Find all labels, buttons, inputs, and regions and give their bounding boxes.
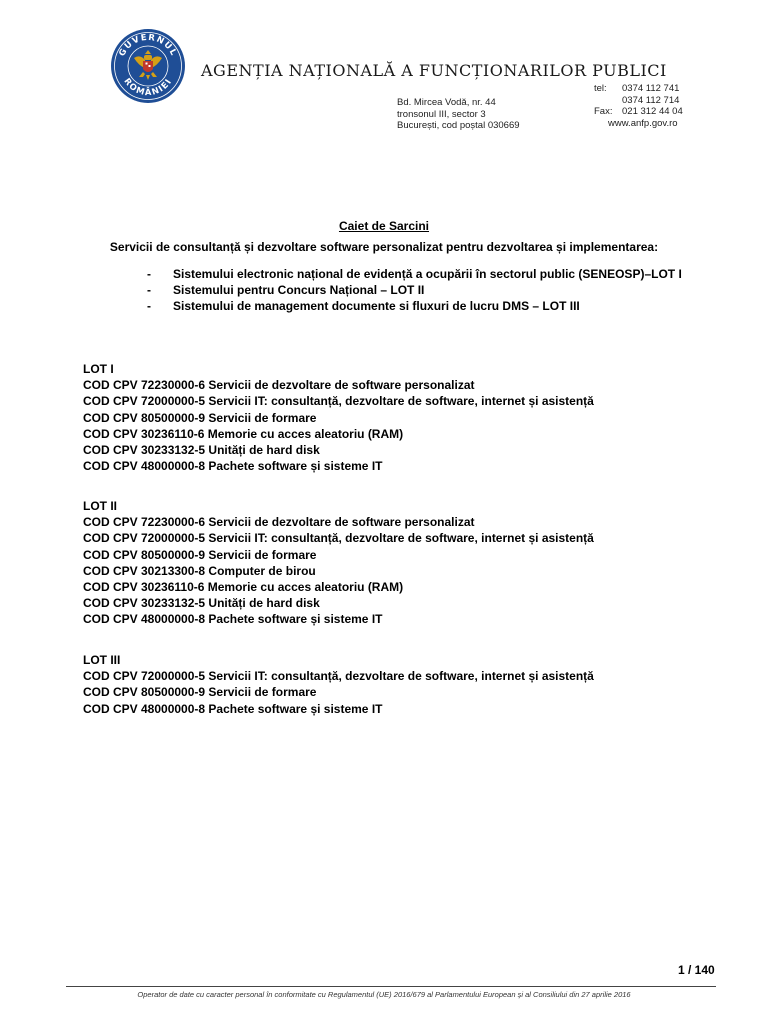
contact-block	[594, 83, 683, 129]
cpv-code-line: COD CPV 30233132-5 Unități de hard disk	[83, 596, 320, 611]
letterhead	[100, 20, 690, 140]
cpv-code-line: COD CPV 48000000-8 Pachete software și sisteme IT	[83, 701, 383, 716]
fax-label: Fax:	[594, 106, 613, 117]
cpv-code-line: COD CPV 72000000-5 Servicii IT: consultanță, dezvoltare de software, internet și asistență	[83, 531, 594, 546]
document-subtitle: Servicii de consultanță și dezvoltare software personalizat pentru dezvoltarea și implementarea:	[109, 240, 659, 254]
footer-note: Operator de date cu caracter personal în conformitate cu Regulamentul (UE) 2016/679 al Parlamentului European și al Consiliului din 27 aprilie 2016	[137, 990, 631, 999]
tel-number-2: 0374 112 714	[622, 94, 680, 106]
lot-title: LOT II	[83, 499, 117, 513]
lot-title: LOT III	[83, 653, 121, 667]
list-item: - Sistemului de management documente si fluxuri de lucru DMS – LOT III	[147, 299, 580, 313]
cpv-code-line: COD CPV 30236110-6 Memorie cu acces aleatoriu (RAM)	[83, 580, 404, 595]
cpv-code-line: COD CPV 80500000-9 Servicii de formare	[83, 410, 317, 425]
cpv-code-line: COD CPV 72230000-6 Servicii de dezvoltare de software personalizat	[83, 378, 475, 393]
lot-section	[83, 652, 594, 717]
cpv-code-line: COD CPV 72000000-5 Servicii IT: consultanță, dezvoltare de software, internet și asistență	[83, 394, 594, 409]
fax-number: 021 312 44 04	[622, 106, 683, 117]
cpv-code-line: COD CPV 80500000-9 Servicii de formare	[83, 685, 317, 700]
footer-divider	[66, 986, 716, 987]
list-item: - Sistemului electronic național de evidență a ocupării în sectorul public (SENEOSP)–LOT I	[147, 267, 682, 281]
list-item: - Sistemului pentru Concurs Național – LOT II	[147, 283, 425, 297]
svg-text:GUVERNUL: GUVERNUL	[117, 32, 179, 59]
systems-list	[147, 266, 682, 314]
cpv-code-line: COD CPV 30236110-6 Memorie cu acces aleatoriu (RAM)	[83, 426, 404, 441]
cpv-code-line: COD CPV 72000000-5 Servicii IT: consultanță, dezvoltare de software, internet și asistență	[83, 669, 594, 684]
website-link[interactable]: www.anfp.gov.ro	[608, 117, 678, 129]
cpv-code-line: COD CPV 48000000-8 Pachete software și sisteme IT	[83, 459, 383, 474]
page-number: 1 / 140	[678, 963, 715, 977]
address-line: București, cod poștal 030669	[397, 120, 520, 131]
lot-section	[83, 498, 594, 628]
cpv-code-line: COD CPV 80500000-9 Servicii de formare	[83, 547, 317, 562]
cpv-code-line: COD CPV 30213300-8 Computer de birou	[83, 563, 316, 578]
lot-section	[83, 361, 594, 474]
document-title: Caiet de Sarcini	[338, 219, 430, 233]
svg-text:ROMÂNIEI: ROMÂNIEI	[121, 76, 175, 99]
government-seal-icon	[110, 28, 186, 104]
lot-title: LOT I	[83, 362, 114, 376]
cpv-code-line: COD CPV 30233132-5 Unități de hard disk	[83, 443, 320, 458]
address-line: tronsonul III, sector 3	[397, 108, 486, 120]
address-block	[397, 97, 520, 132]
cpv-code-line: COD CPV 48000000-8 Pachete software și sisteme IT	[83, 612, 383, 627]
tel-label: tel:	[594, 83, 607, 94]
cpv-code-line: COD CPV 72230000-6 Servicii de dezvoltare de software personalizat	[83, 515, 475, 530]
agency-name: AGENȚIA NAȚIONALĂ A FUNCȚIONARILOR PUBLICI	[201, 61, 667, 80]
address-line: Bd. Mircea Vodă, nr. 44	[397, 97, 496, 108]
tel-number-1: 0374 112 741	[622, 83, 680, 94]
